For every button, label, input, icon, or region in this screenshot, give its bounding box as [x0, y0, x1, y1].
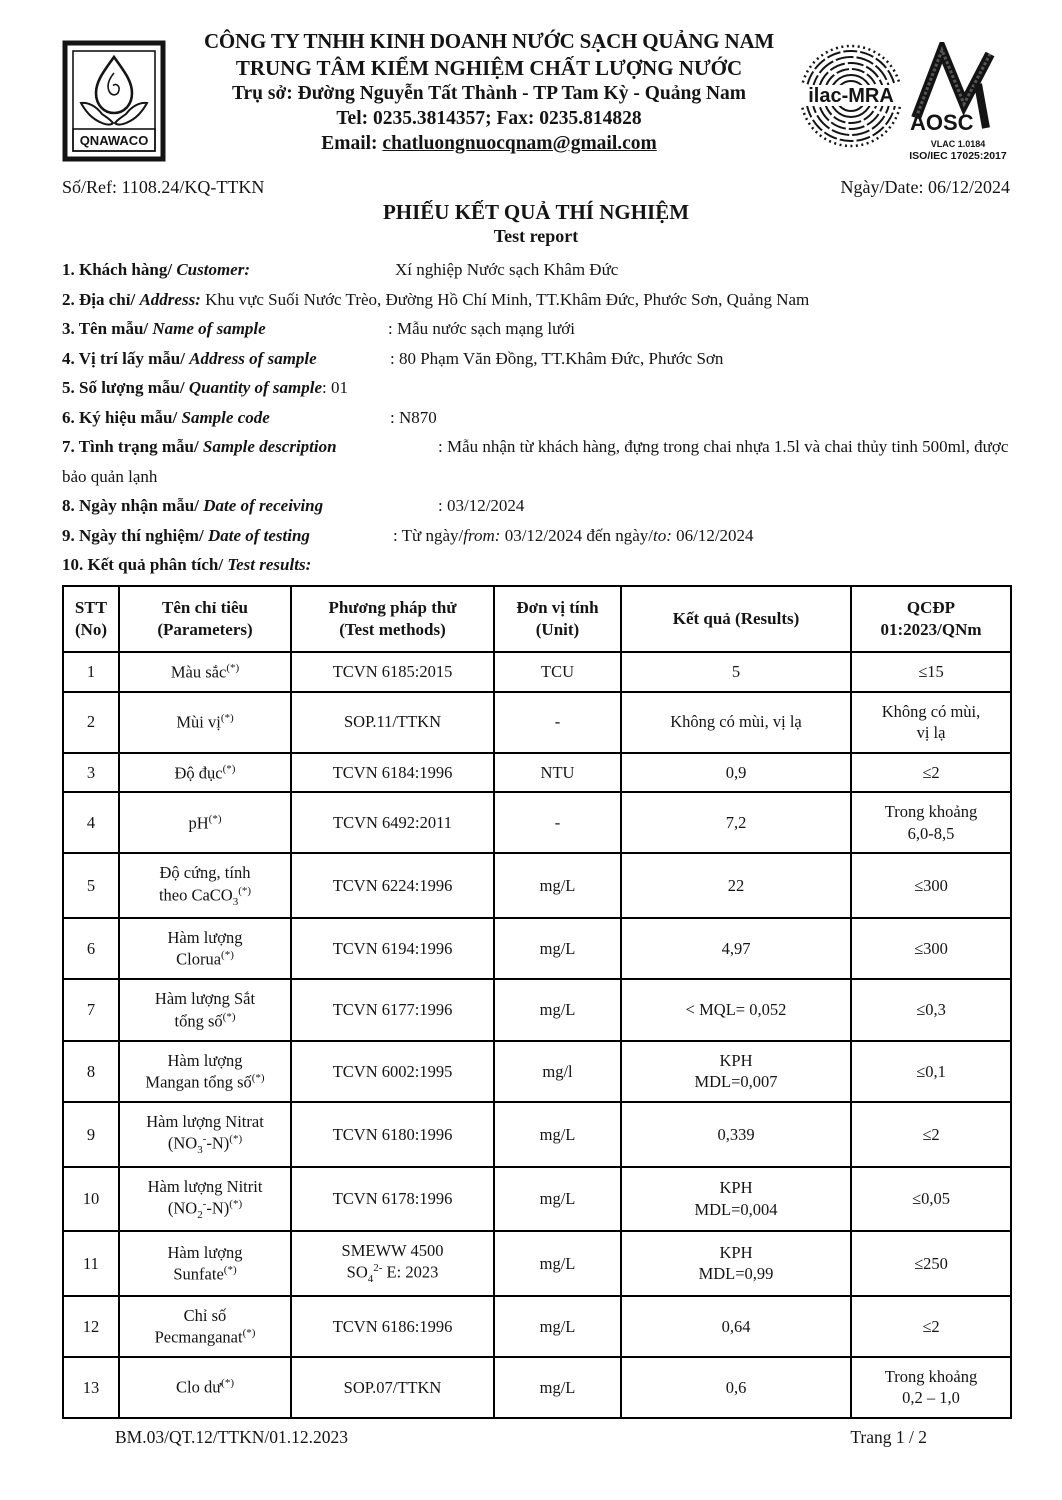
info-item-value: : Mẫu nước sạch mạng lưới	[388, 319, 576, 338]
method-cell: TCVN 6186:1996	[291, 1296, 494, 1357]
svg-text:QNAWACO: QNAWACO	[79, 133, 149, 148]
info-item-label: 6. Ký hiệu mẫu/ Sample code	[62, 407, 270, 427]
info-item	[62, 491, 1010, 521]
stt-cell: 5	[63, 853, 119, 918]
column-header: Phương pháp thử (Test methods)	[291, 586, 494, 652]
ilac-mra-logo-icon	[798, 42, 904, 152]
method-cell: TCVN 6178:1996	[291, 1167, 494, 1232]
unit-cell: mg/L	[494, 1231, 621, 1296]
column-header: Đơn vị tính (Unit)	[494, 586, 621, 652]
result-cell: 0,6	[621, 1357, 851, 1418]
stt-cell: 12	[63, 1296, 119, 1357]
column-header: QCĐP 01:2023/QNm	[851, 586, 1011, 652]
page-title: PHIẾU KẾT QUẢ THÍ NGHIỆM	[382, 200, 690, 224]
parameter-cell: Hàm lượng Nitrat $(NO_3^--N)^{(*)}$	[119, 1102, 291, 1167]
unit-cell: mg/L	[494, 853, 621, 918]
stt-cell: 9	[63, 1102, 119, 1167]
table-row	[63, 753, 1011, 793]
info-item-value: from:	[463, 525, 501, 545]
info-item-value: : 01	[322, 378, 348, 397]
info-item-value: : N870	[390, 407, 437, 427]
method-cell: SOP.11/TTKN	[291, 692, 494, 753]
info-item-label: 3. Tên mẫu/ Name of sample	[62, 319, 266, 338]
result-cell: 4,97	[621, 918, 851, 979]
unit-cell: mg/L	[494, 1296, 621, 1357]
svg-text:ilac-MRA: ilac-MRA	[808, 85, 894, 107]
qnawaco-logo	[62, 26, 180, 167]
info-item-value: Khu vực Suối Nước Trèo, Đường Hồ Chí Minh, TT.Khâm Đức, Phước Sơn, Quảng Nam	[200, 289, 810, 309]
info-item-label: 9. Ngày thí nghiệm/ Date of testing	[62, 525, 310, 545]
info-item-value: : 03/12/2024	[438, 496, 525, 515]
table-row	[63, 1231, 1011, 1296]
info-item-label: 4. Vị trí lấy mẫu/ Address of sample	[62, 348, 317, 368]
limit-cell: Không có mùi, vị lạ	[851, 692, 1011, 753]
accreditation-logos	[798, 26, 1010, 162]
stt-cell: 1	[63, 652, 119, 692]
email-label: Email:	[321, 132, 383, 154]
table-row	[63, 918, 1011, 979]
center-name: TRUNG TÂM KIỂM NGHIỆM CHẤT LƯỢNG NƯỚC	[235, 55, 743, 80]
parameter-cell: Độ đục(*)	[119, 753, 291, 793]
result-cell: 22	[621, 853, 851, 918]
company-name: CÔNG TY TNHH KINH DOANH NƯỚC SẠCH QUẢNG NAM	[203, 29, 775, 53]
parameter-cell: pH(*)	[119, 792, 291, 853]
table-row	[63, 1167, 1011, 1232]
method-cell: TCVN 6185:2015	[291, 652, 494, 692]
parameter-cell: Hàm lượng Clorua(*)	[119, 918, 291, 979]
parameter-cell: Hàm lượng Sunfate(*)	[119, 1231, 291, 1296]
info-item-label: 10. Kết quả phân tích/ Test results:	[62, 555, 312, 574]
unit-cell: NTU	[494, 753, 621, 793]
stt-cell: 4	[63, 792, 119, 853]
ref-row	[62, 177, 1010, 198]
parameter-cell: Hàm lượng Nitrit $(NO_2^--N)^{(*)}$	[119, 1167, 291, 1232]
svg-text:AOSC: AOSC	[910, 110, 974, 134]
footer-form-code: BM.03/QT.12/TTKN/01.12.2023	[115, 1426, 349, 1447]
table-row	[63, 792, 1011, 853]
table-row	[63, 853, 1011, 918]
info-item-label: 1. Khách hàng/ Customer:	[62, 260, 250, 279]
info-item	[62, 550, 1010, 580]
method-cell: SMEWW 4500 $SO_4^{2-}$ E: 2023	[291, 1231, 494, 1296]
table-row	[63, 652, 1011, 692]
stt-cell: 3	[63, 753, 119, 793]
info-item	[62, 344, 1010, 374]
stt-cell: 13	[63, 1357, 119, 1418]
unit-cell: mg/L	[494, 1357, 621, 1418]
limit-cell: ≤2	[851, 1102, 1011, 1167]
parameter-cell: Chỉ số Pecmanganat(*)	[119, 1296, 291, 1357]
limit-cell: ≤250	[851, 1231, 1011, 1296]
info-item	[62, 314, 1010, 344]
limit-cell: ≤15	[851, 652, 1011, 692]
result-cell: Không có mùi, vị lạ	[621, 692, 851, 753]
letterhead	[180, 26, 798, 157]
report-date: Ngày/Date: 06/12/2024	[840, 177, 1010, 197]
parameter-cell: Hàm lượng Mangan tổng số(*)	[119, 1041, 291, 1102]
info-item	[62, 373, 1010, 403]
limit-cell: ≤2	[851, 753, 1011, 793]
unit-cell: mg/L	[494, 1167, 621, 1232]
limit-cell: Trong khoảng 6,0-8,5	[851, 792, 1011, 853]
aosc-logo	[908, 42, 1008, 162]
parameter-cell: Màu sắc(*)	[119, 652, 291, 692]
aosc-iso-text: ISO/IEC 17025:2017	[909, 149, 1007, 162]
info-item-value: 06/12/2024	[671, 525, 754, 545]
table-header-row	[63, 586, 1011, 652]
page-subtitle: Test report	[493, 226, 579, 246]
info-item-label: 2. Địa chỉ/ Address:	[62, 289, 201, 309]
unit-cell: mg/l	[494, 1041, 621, 1102]
result-cell: 0,9	[621, 753, 851, 793]
result-cell: < MQL= 0,052	[621, 979, 851, 1040]
table-row	[63, 692, 1011, 753]
method-cell: TCVN 6224:1996	[291, 853, 494, 918]
unit-cell: mg/L	[494, 979, 621, 1040]
unit-cell: -	[494, 692, 621, 753]
stt-cell: 11	[63, 1231, 119, 1296]
info-item-value: Xí nghiệp Nước sạch Khâm Đức	[395, 260, 619, 279]
table-row	[63, 1041, 1011, 1102]
limit-cell: ≤2	[851, 1296, 1011, 1357]
result-cell: 7,2	[621, 792, 851, 853]
ref-number: Số/Ref: 1108.24/KQ-TTKN	[62, 177, 265, 197]
result-cell: KPH MDL=0,004	[621, 1167, 851, 1232]
limit-cell: ≤300	[851, 853, 1011, 918]
limit-cell: ≤0,05	[851, 1167, 1011, 1232]
result-cell: KPH MDL=0,99	[621, 1231, 851, 1296]
unit-cell: mg/L	[494, 1102, 621, 1167]
info-item-label: 8. Ngày nhận mẫu/ Date of receiving	[62, 496, 324, 515]
document-header	[62, 26, 1010, 167]
method-cell: TCVN 6184:1996	[291, 753, 494, 793]
info-item	[62, 403, 1010, 433]
table-row	[63, 979, 1011, 1040]
stt-cell: 7	[63, 979, 119, 1040]
stt-cell: 2	[63, 692, 119, 753]
qnawaco-emblem-icon	[62, 40, 166, 162]
sample-info-list	[62, 255, 1010, 580]
info-item-value: 03/12/2024 đến ngày/	[500, 525, 653, 545]
stt-cell: 8	[63, 1041, 119, 1102]
unit-cell: TCU	[494, 652, 621, 692]
column-header: Kết quả (Results)	[621, 586, 851, 652]
stt-cell: 6	[63, 918, 119, 979]
aosc-mark-icon	[908, 42, 1008, 134]
info-item-value: : Mẫu nhận từ khách hàng, đựng trong chai nhựa 1.5l và chai thủy tinh 500ml, được bảo quản lạnh	[62, 437, 1009, 486]
result-cell: 0,64	[621, 1296, 851, 1357]
result-cell: 5	[621, 652, 851, 692]
method-cell: TCVN 6002:1995	[291, 1041, 494, 1102]
page-footer	[62, 1427, 1010, 1448]
stt-cell: 10	[63, 1167, 119, 1232]
method-cell: TCVN 6180:1996	[291, 1102, 494, 1167]
info-item	[62, 255, 1010, 285]
unit-cell: mg/L	[494, 918, 621, 979]
result-cell: KPH MDL=0,007	[621, 1041, 851, 1102]
method-cell: SOP.07/TTKN	[291, 1357, 494, 1418]
email-link[interactable]: chatluongnuocqnam@gmail.com	[382, 132, 657, 154]
column-header: STT (No)	[63, 586, 119, 652]
info-item	[62, 432, 1010, 491]
info-item	[62, 521, 1010, 551]
info-item-label: 7. Tình trạng mẫu/ Sample description	[62, 437, 337, 456]
parameter-cell: Độ cứng, tính theo CaCO$_3$(*)	[119, 853, 291, 918]
info-item-label: 5. Số lượng mẫu/ Quantity of sample	[62, 378, 323, 397]
email-line	[180, 132, 798, 157]
limit-cell: ≤300	[851, 918, 1011, 979]
table-row	[63, 1296, 1011, 1357]
method-cell: TCVN 6194:1996	[291, 918, 494, 979]
info-item-value: : Từ ngày/	[393, 525, 464, 545]
info-item	[62, 285, 1010, 315]
parameter-cell: Hàm lượng Sắt tổng số(*)	[119, 979, 291, 1040]
parameter-cell: Clo dư(*)	[119, 1357, 291, 1418]
limit-cell: ≤0,3	[851, 979, 1011, 1040]
parameter-cell: Mùi vị(*)	[119, 692, 291, 753]
table-row	[63, 1102, 1011, 1167]
info-item-value: to:	[652, 525, 672, 545]
unit-cell: -	[494, 792, 621, 853]
aosc-vlac-text: VLAC 1.0184	[930, 139, 986, 150]
limit-cell: ≤0,1	[851, 1041, 1011, 1102]
method-cell: TCVN 6177:1996	[291, 979, 494, 1040]
footer-page-number: Trang 1 / 2	[850, 1426, 927, 1447]
table-row	[63, 1357, 1011, 1418]
info-item-value: : 80 Phạm Văn Đồng, TT.Khâm Đức, Phước Sơn	[390, 348, 724, 368]
address-line: Trụ sở: Đường Nguyễn Tất Thành - TP Tam Kỳ - Quảng Nam	[231, 82, 747, 104]
method-cell: TCVN 6492:2011	[291, 792, 494, 853]
results-table	[62, 585, 1012, 1419]
tel-fax-line: Tel: 0235.3814357; Fax: 0235.814828	[336, 107, 642, 129]
column-header: Tên chỉ tiêu (Parameters)	[119, 586, 291, 652]
result-cell: 0,339	[621, 1102, 851, 1167]
limit-cell: Trong khoảng 0,2 – 1,0	[851, 1357, 1011, 1418]
